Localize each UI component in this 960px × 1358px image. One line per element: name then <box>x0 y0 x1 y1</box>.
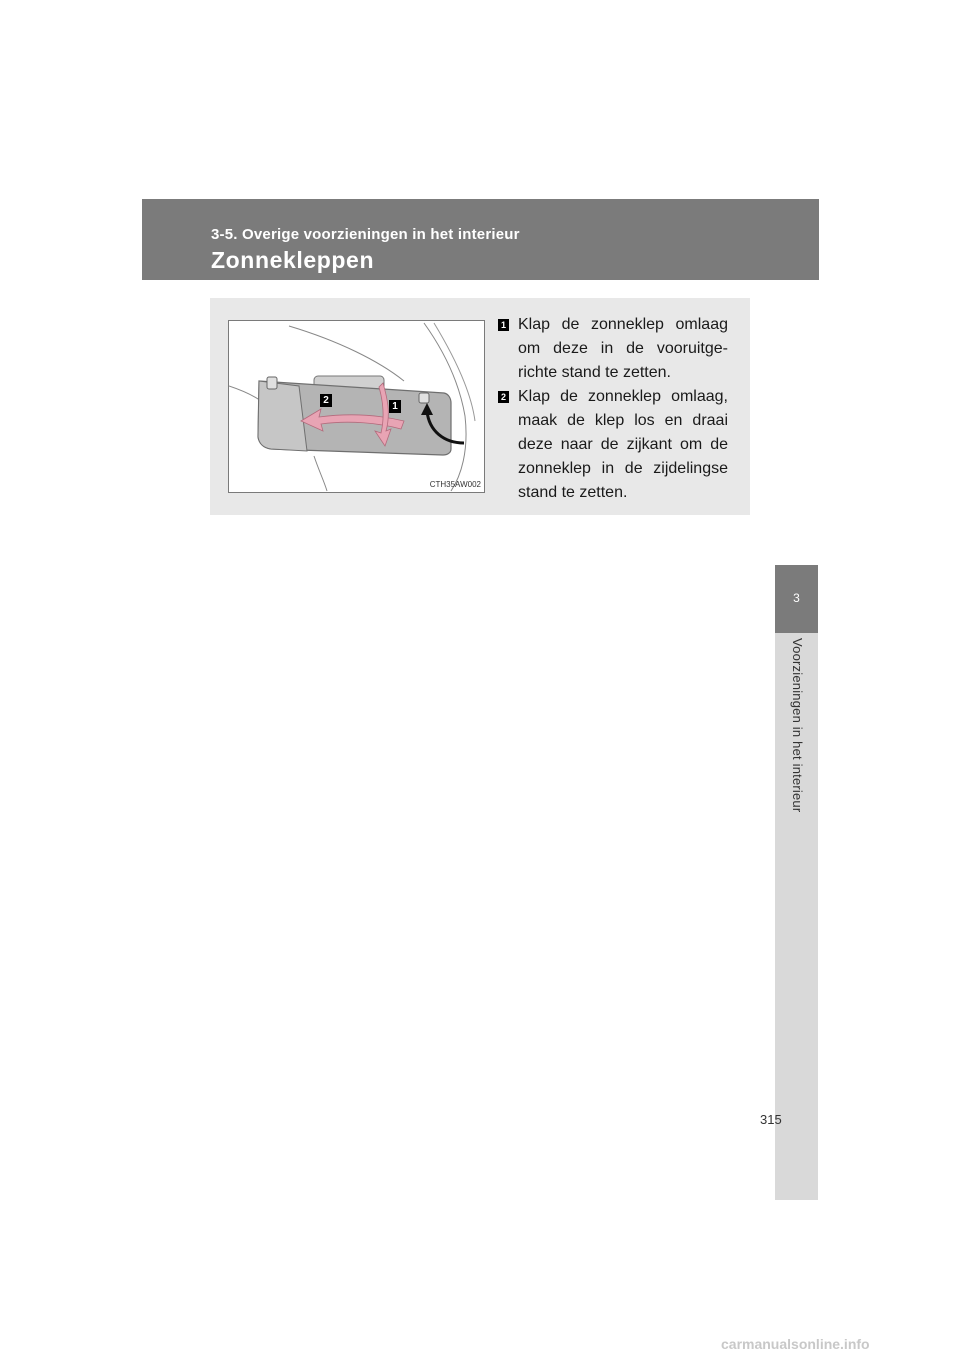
visor-clip-right <box>419 393 429 403</box>
steering-line <box>314 456 327 491</box>
watermark: carmanualsonline.info <box>721 1336 870 1352</box>
roof-line <box>229 386 261 401</box>
chapter-number: 3 <box>793 591 800 605</box>
visor-clip-left <box>267 377 277 389</box>
page-title: Zonnekleppen <box>211 247 375 273</box>
page-number: 315 <box>760 1112 782 1127</box>
sun-visor-drawing <box>229 321 484 492</box>
sun-visor-illustration <box>228 320 485 493</box>
chapter-title: Voorzieningen in het interieur <box>790 638 805 813</box>
illustration-code: CTH35AW002 <box>429 480 481 489</box>
step-1-number: 1 <box>498 319 509 331</box>
windshield-edge <box>289 326 404 381</box>
step-1-text: Klap de zonneklep omlaag om deze in de vooruitge-richte stand te zetten. <box>518 316 728 381</box>
step-2-number: 2 <box>498 391 509 403</box>
callout-1: 1 <box>392 401 398 412</box>
section-label: 3-5. Overige voorzieningen in het interieur <box>211 226 520 243</box>
callout-2: 2 <box>323 395 329 406</box>
step-2-text: Klap de zonneklep omlaag, maak de klep los en draai deze naar de zijkant om de zonneklep in de zijdelingse stand te zetten. <box>518 388 728 501</box>
step-2 <box>498 385 728 505</box>
visor-flap <box>258 381 307 451</box>
step-1 <box>498 313 728 385</box>
chapter-tab <box>775 565 818 633</box>
